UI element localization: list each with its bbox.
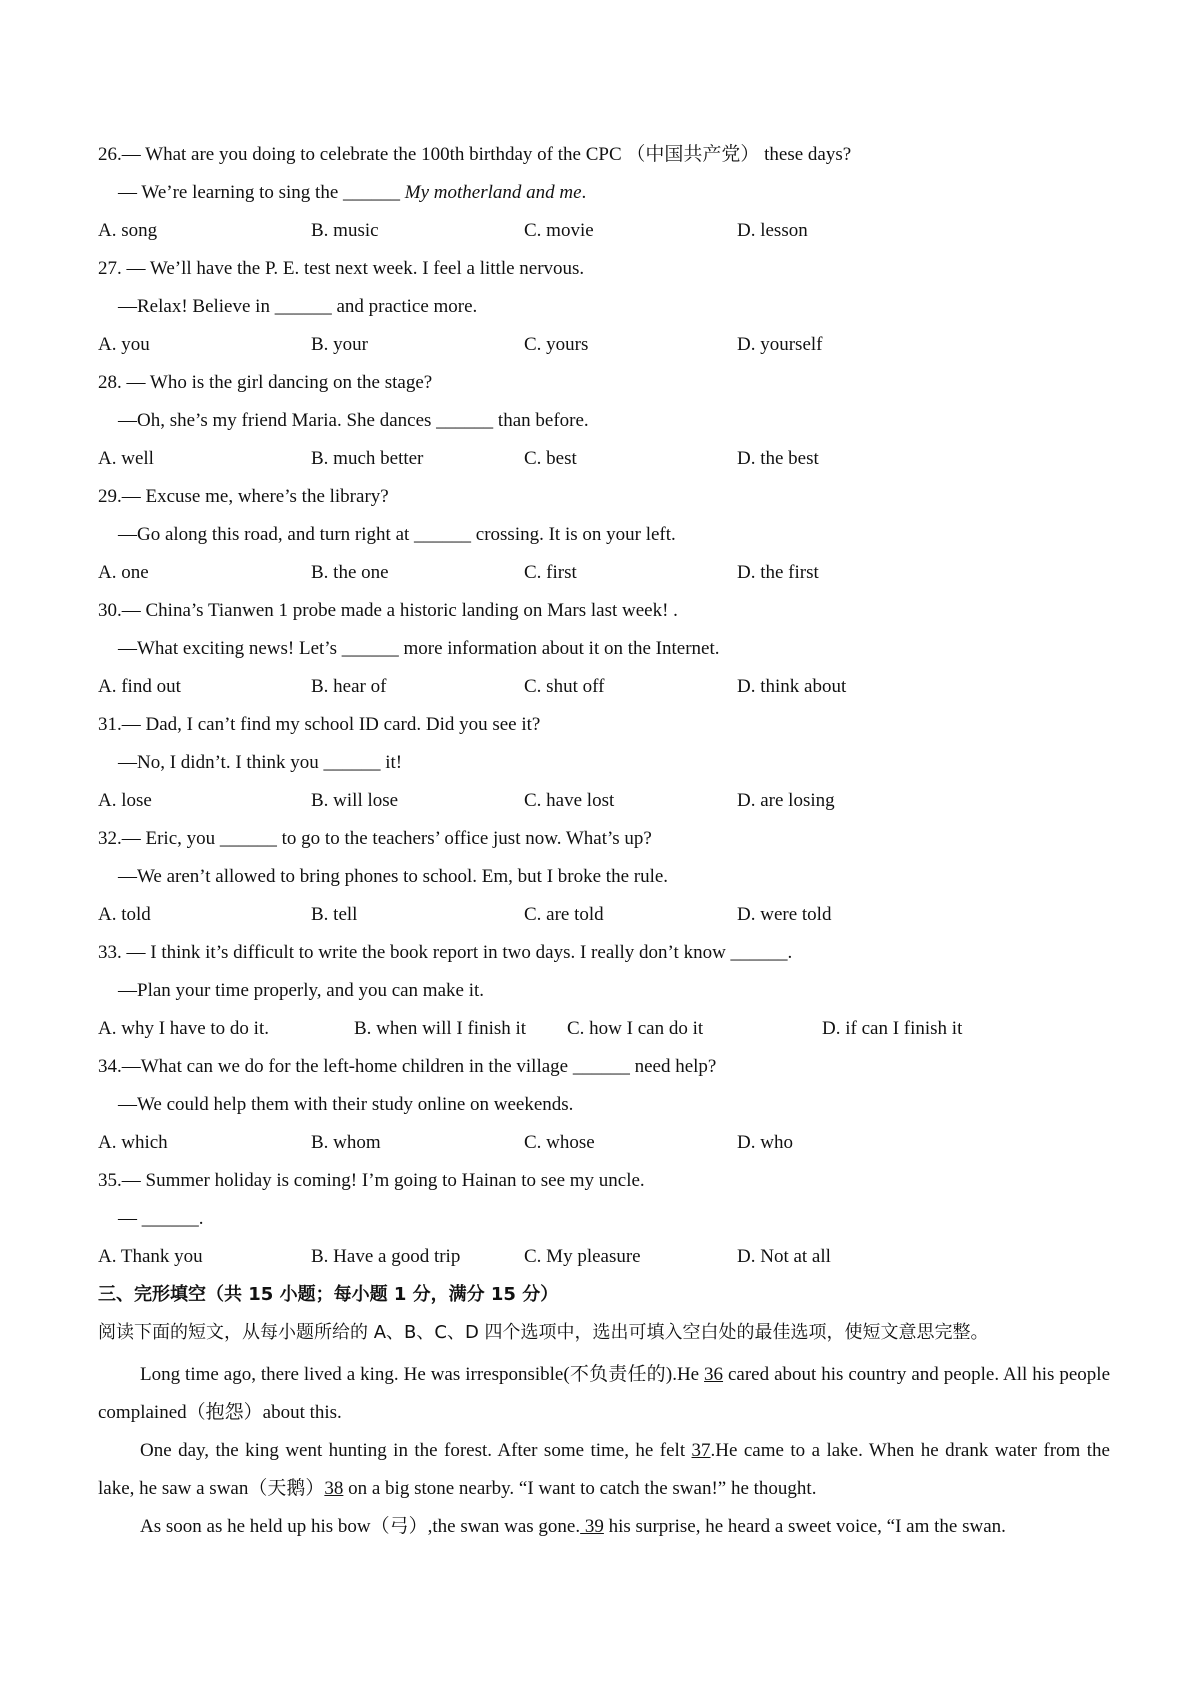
reply-text: —Oh, she’s my friend Maria. She dances ______ than before. [118,410,589,431]
blank-number: 36 [704,1364,724,1385]
question-reply [98,288,1110,326]
option-b: B. will lose [311,790,399,811]
passage-text: .He came to a lake. When he drank water from the lake, he saw a swan（天鹅） [98,1440,1110,1499]
option-c: C. movie [524,220,594,241]
option-row [98,782,1110,820]
option-d: D. think about [737,676,847,697]
option-row [98,440,1110,478]
option-a: A. Thank you [98,1246,203,1267]
option-a: A. told [98,904,151,925]
option-row [98,1124,1110,1162]
option-b: B. much better [311,448,424,469]
question-reply [98,516,1110,554]
option-b: B. tell [311,904,358,925]
question-stem: 30.— China’s Tianwen 1 probe made a historic landing on Mars last week! . [98,600,678,621]
option-row [98,554,1110,592]
question-stem: 35.— Summer holiday is coming! I’m going to Hainan to see my uncle. [98,1170,645,1191]
option-a: A. one [98,562,149,583]
reply-text: —Plan your time properly, and you can make it. [118,980,485,1001]
question-reply [98,744,1110,782]
option-c: C. first [524,562,577,583]
reply-text: —No, I didn’t. I think you ______ it! [118,752,403,773]
question-reply [98,1200,1110,1238]
option-a: A. which [98,1132,168,1153]
passage-text: One day, the king went hunting in the forest. After some time, he felt [140,1440,692,1461]
option-c: C. yours [524,334,589,355]
reply-italic-title: My motherland and me [404,182,582,203]
question-stem: 33. — I think it’s difficult to write the book report in two days. I really don’t know ______. [98,942,793,963]
option-c: C. whose [524,1132,595,1153]
option-a: A. well [98,448,154,469]
question-reply [98,1086,1110,1124]
option-b: B. when will I finish it [354,1018,527,1039]
option-d: D. the first [737,562,819,583]
passage-paragraph [98,1356,1110,1432]
option-b: B. music [311,220,379,241]
question-stem: 31.— Dad, I can’t find my school ID card. Did you see it? [98,714,541,735]
option-d: D. the best [737,448,819,469]
reply-end: . [581,182,587,203]
option-row [98,668,1110,706]
question-reply [98,858,1110,896]
option-d: D. are losing [737,790,835,811]
option-b: B. your [311,334,368,355]
option-row [98,1238,1110,1276]
option-c: C. My pleasure [524,1246,641,1267]
passage-text: cared about his country and people. All his people complained（抱怨）about this. [98,1364,1110,1423]
reply-text: —Go along this road, and turn right at ______ crossing. It is on your left. [118,524,676,545]
blank-number: 39 [580,1516,604,1537]
passage-paragraph [98,1508,1110,1546]
option-b: B. the one [311,562,389,583]
question-stem: 32.— Eric, you ______ to go to the teachers’ office just now. What’s up? [98,828,652,849]
option-d: D. if can I finish it [822,1018,963,1039]
option-d: D. yourself [737,334,823,355]
reply-text: —We could help them with their study online on weekends. [118,1094,574,1115]
question-stem: 29.— Excuse me, where’s the library? [98,486,389,507]
reply-text: — ______. [118,1208,204,1229]
question-reply [98,630,1110,668]
passage-text: Long time ago, there lived a king. He was irresponsible(不负责任的).He [140,1364,705,1385]
option-a: A. you [98,334,150,355]
option-c: C. have lost [524,790,615,811]
passage-text: on a big stone nearby. “I want to catch the swan!” he thought. [343,1478,817,1499]
option-c: C. best [524,448,577,469]
question-reply [98,972,1110,1010]
option-b: B. hear of [311,676,387,697]
reply-text: —Relax! Believe in ______ and practice more. [118,296,478,317]
option-a: A. find out [98,676,181,697]
exam-page [98,136,1110,1546]
option-d: D. lesson [737,220,808,241]
option-c: C. are told [524,904,604,925]
section-title: 三、完形填空（共 15 小题；每小题 1 分，满分 15 分） [98,1284,559,1305]
passage-text: As soon as he held up his bow（弓）,the swan was gone. [140,1516,581,1537]
option-b: B. Have a good trip [311,1246,461,1267]
passage-paragraph [98,1432,1110,1508]
question-reply [98,174,1110,212]
question-stem: 28. — Who is the girl dancing on the stage? [98,372,433,393]
option-a: A. lose [98,790,152,811]
question-stem: 26.— What are you doing to celebrate the 100th birthday of the CPC （中国共产党） these days? [98,144,852,165]
question-reply [98,402,1110,440]
option-a: A. why I have to do it. [98,1018,269,1039]
option-d: D. who [737,1132,793,1153]
blank-number: 37 [691,1440,711,1461]
option-row [98,326,1110,364]
option-row [98,1010,1110,1048]
option-d: D. were told [737,904,832,925]
section-instruction: 阅读下面的短文，从每小题所给的 A、B、C、D 四个选项中，选出可填入空白处的最佳选项，使短文意思完整。 [98,1322,989,1343]
option-a: A. song [98,220,158,241]
option-row [98,212,1110,250]
option-row [98,896,1110,934]
option-b: B. whom [311,1132,381,1153]
question-stem: 34.—What can we do for the left-home children in the village ______ need help? [98,1056,717,1077]
reply-text: — We’re learning to sing the ______ [118,182,405,203]
option-d: D. Not at all [737,1246,831,1267]
question-stem: 27. — We’ll have the P. E. test next week. I feel a little nervous. [98,258,585,279]
reply-text: —What exciting news! Let’s ______ more information about it on the Internet. [118,638,720,659]
reply-text: —We aren’t allowed to bring phones to school. Em, but I broke the rule. [118,866,669,887]
passage-text: his surprise, he heard a sweet voice, “I am the swan. [603,1516,1006,1537]
blank-number: 38 [324,1478,344,1499]
option-c: C. shut off [524,676,605,697]
option-c: C. how I can do it [567,1018,704,1039]
